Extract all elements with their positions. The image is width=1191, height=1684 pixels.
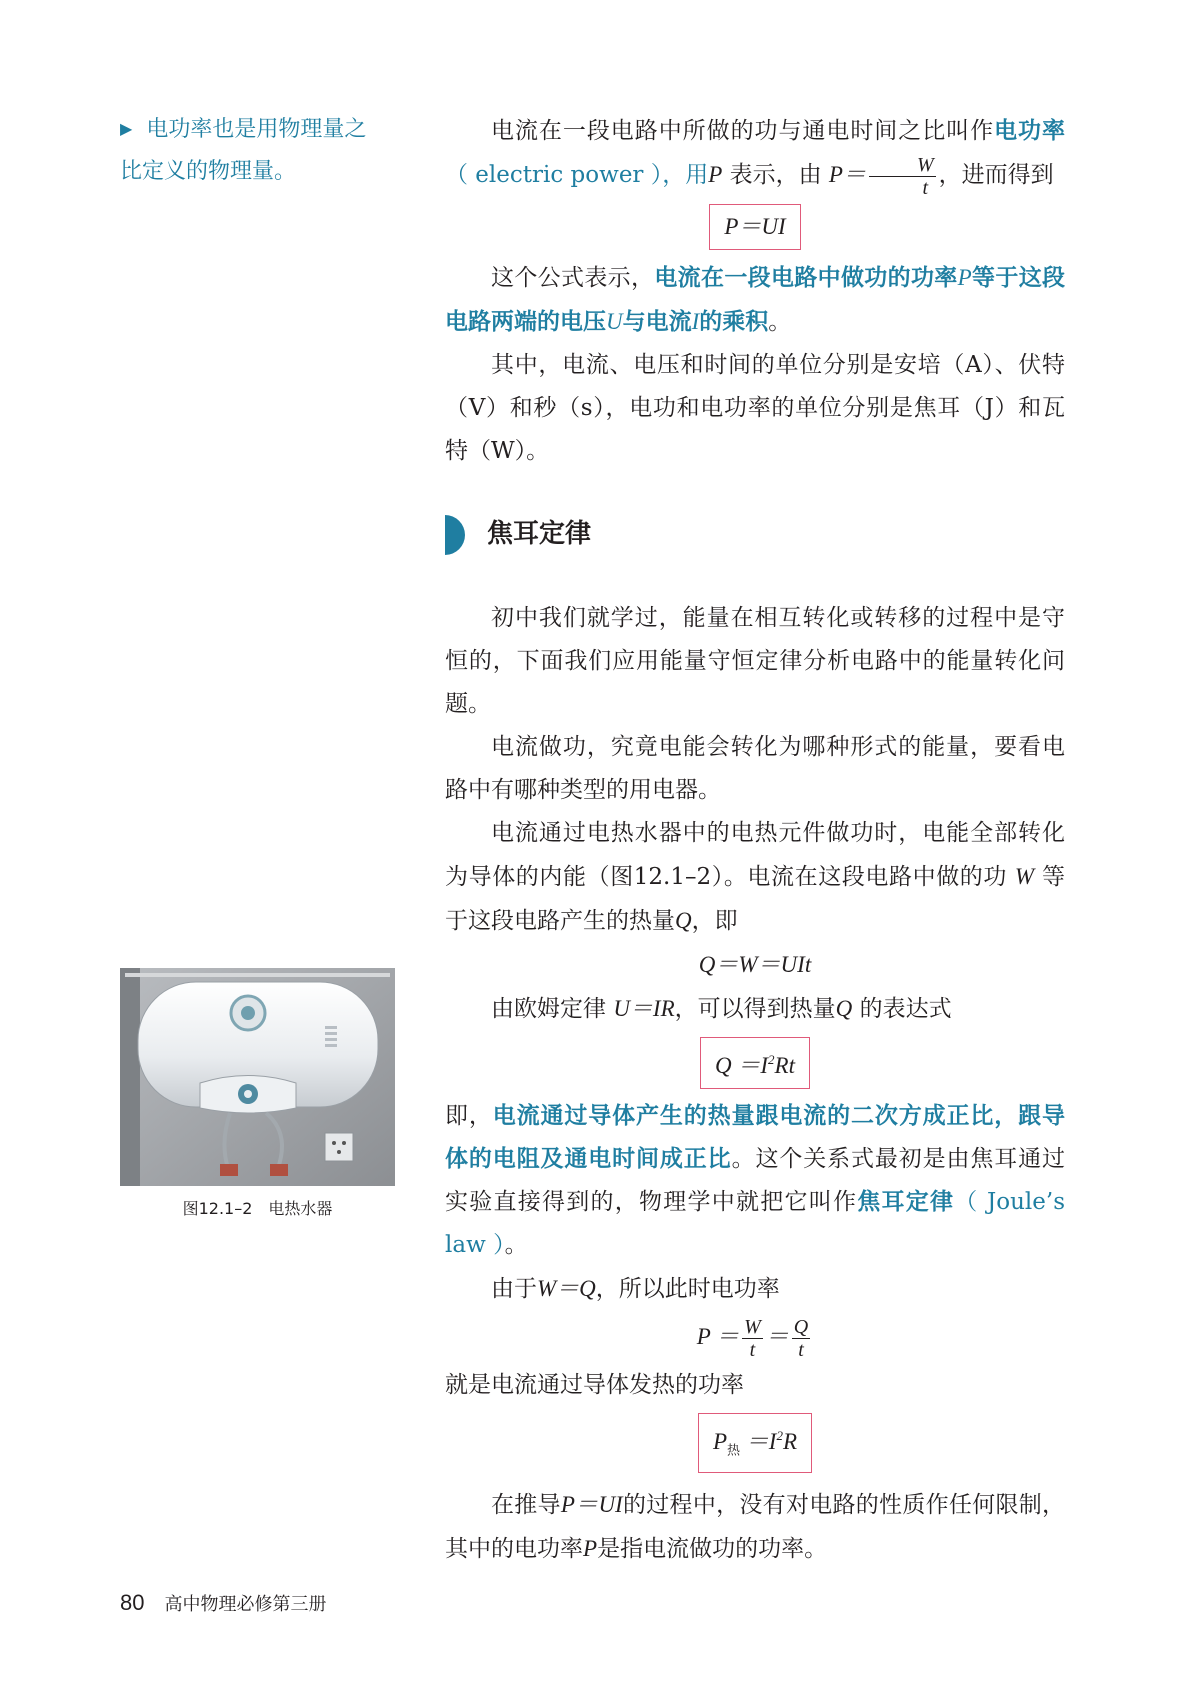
book-title: 高中物理必修第三册 xyxy=(164,1594,327,1615)
page-number: 80 xyxy=(120,1590,145,1615)
paragraph-joule-law: 即，电流通过导体产生的热量跟电流的二次方成正比，跟导体的电阻及通电时间成正比。这个关系式最初是由焦耳通过实验直接得到的，物理学中就把它叫作焦耳定律（ Joule’s law ）。 xyxy=(445,1102,1066,1258)
fraction-w-over-t: $\frac{W}{t}$ xyxy=(869,155,936,198)
equation-p-w-t-q-t: P ＝ $\frac{W}{t}$ ＝ $\frac{Q}{t}$ xyxy=(696,1315,809,1361)
section-heading xyxy=(445,513,1065,557)
paragraph-ohm-law: 由欧姆定律 U＝IR，可以得到热量Q 的表达式 xyxy=(491,995,952,1022)
equation-p-ui: P＝UI xyxy=(709,204,800,250)
paragraph-water-heater: 电流通过电热水器中的电热元件做功时，电能全部转化为导体的内能（图12.1–2）。电流在这段电路中做的功 W 等于这段电路产生的热量Q，即 xyxy=(445,819,1066,934)
paragraph-heating-power: 就是电流通过导体发热的功率 xyxy=(445,1371,744,1398)
paragraph-formula-meaning: 这个公式表示，电流在一段电路中做功的功率P等于这段电路两端的电压U与电流I的乘积。 xyxy=(445,264,1066,335)
equation-q-i2rt: $Q =I^2Rt$ xyxy=(700,1037,810,1089)
paragraph-power-definition: 电流在一段电路中所做的功与通电时间之比叫作电功率（ electric power ），用P 表示，由 P＝ $\frac{W}{t}$ ，进而得到 xyxy=(445,118,1066,199)
side-note xyxy=(120,108,410,193)
term-joule-law: 焦耳定律 xyxy=(857,1188,955,1215)
paragraph-w-equals-q: 由于W＝Q，所以此时电功率 xyxy=(491,1275,780,1302)
paragraph-energy-forms: 电流做功，究竟电能会转化为哪种形式的能量，要看电路中有哪种类型的用电器。 xyxy=(445,733,1065,803)
triangle-bullet-icon: ▶ xyxy=(120,119,133,138)
term-electric-power: 电功率 xyxy=(994,118,1066,144)
main-text xyxy=(445,110,1065,1571)
section-title: 焦耳定律 xyxy=(487,519,592,549)
paragraph-energy-conservation: 初中我们就学过，能量在相互转化或转移的过程中是守恒的，下面我们应用能量守恒定律分析电路中的能量转化问题。 xyxy=(445,604,1065,717)
figure-caption: 图12.1–2 电热水器 xyxy=(182,1199,333,1218)
equation-p-heat: $P_热 =I^2R$ xyxy=(698,1413,812,1474)
section-marker-icon xyxy=(445,515,465,555)
water-heater-photo xyxy=(120,968,395,1186)
side-note-line2: 比定义的物理量。 xyxy=(120,159,297,184)
equation-q-w-uit: Q＝W＝UIt xyxy=(698,951,812,977)
figure-water-heater xyxy=(120,968,395,1219)
side-note-line1: 电功率也是用物理量之 xyxy=(146,117,367,142)
paragraph-units: 其中，电流、电压和时间的单位分别是安培（A）、伏特（V）和秒（s），电功和电功率的单位分别是焦耳（J）和瓦特（W）。 xyxy=(445,351,1065,464)
page-footer xyxy=(120,1590,326,1616)
paragraph-p-ui-general: 在推导P＝UI的过程中，没有对电路的性质作任何限制，其中的电功率P是指电流做功的功率。 xyxy=(445,1492,1066,1563)
